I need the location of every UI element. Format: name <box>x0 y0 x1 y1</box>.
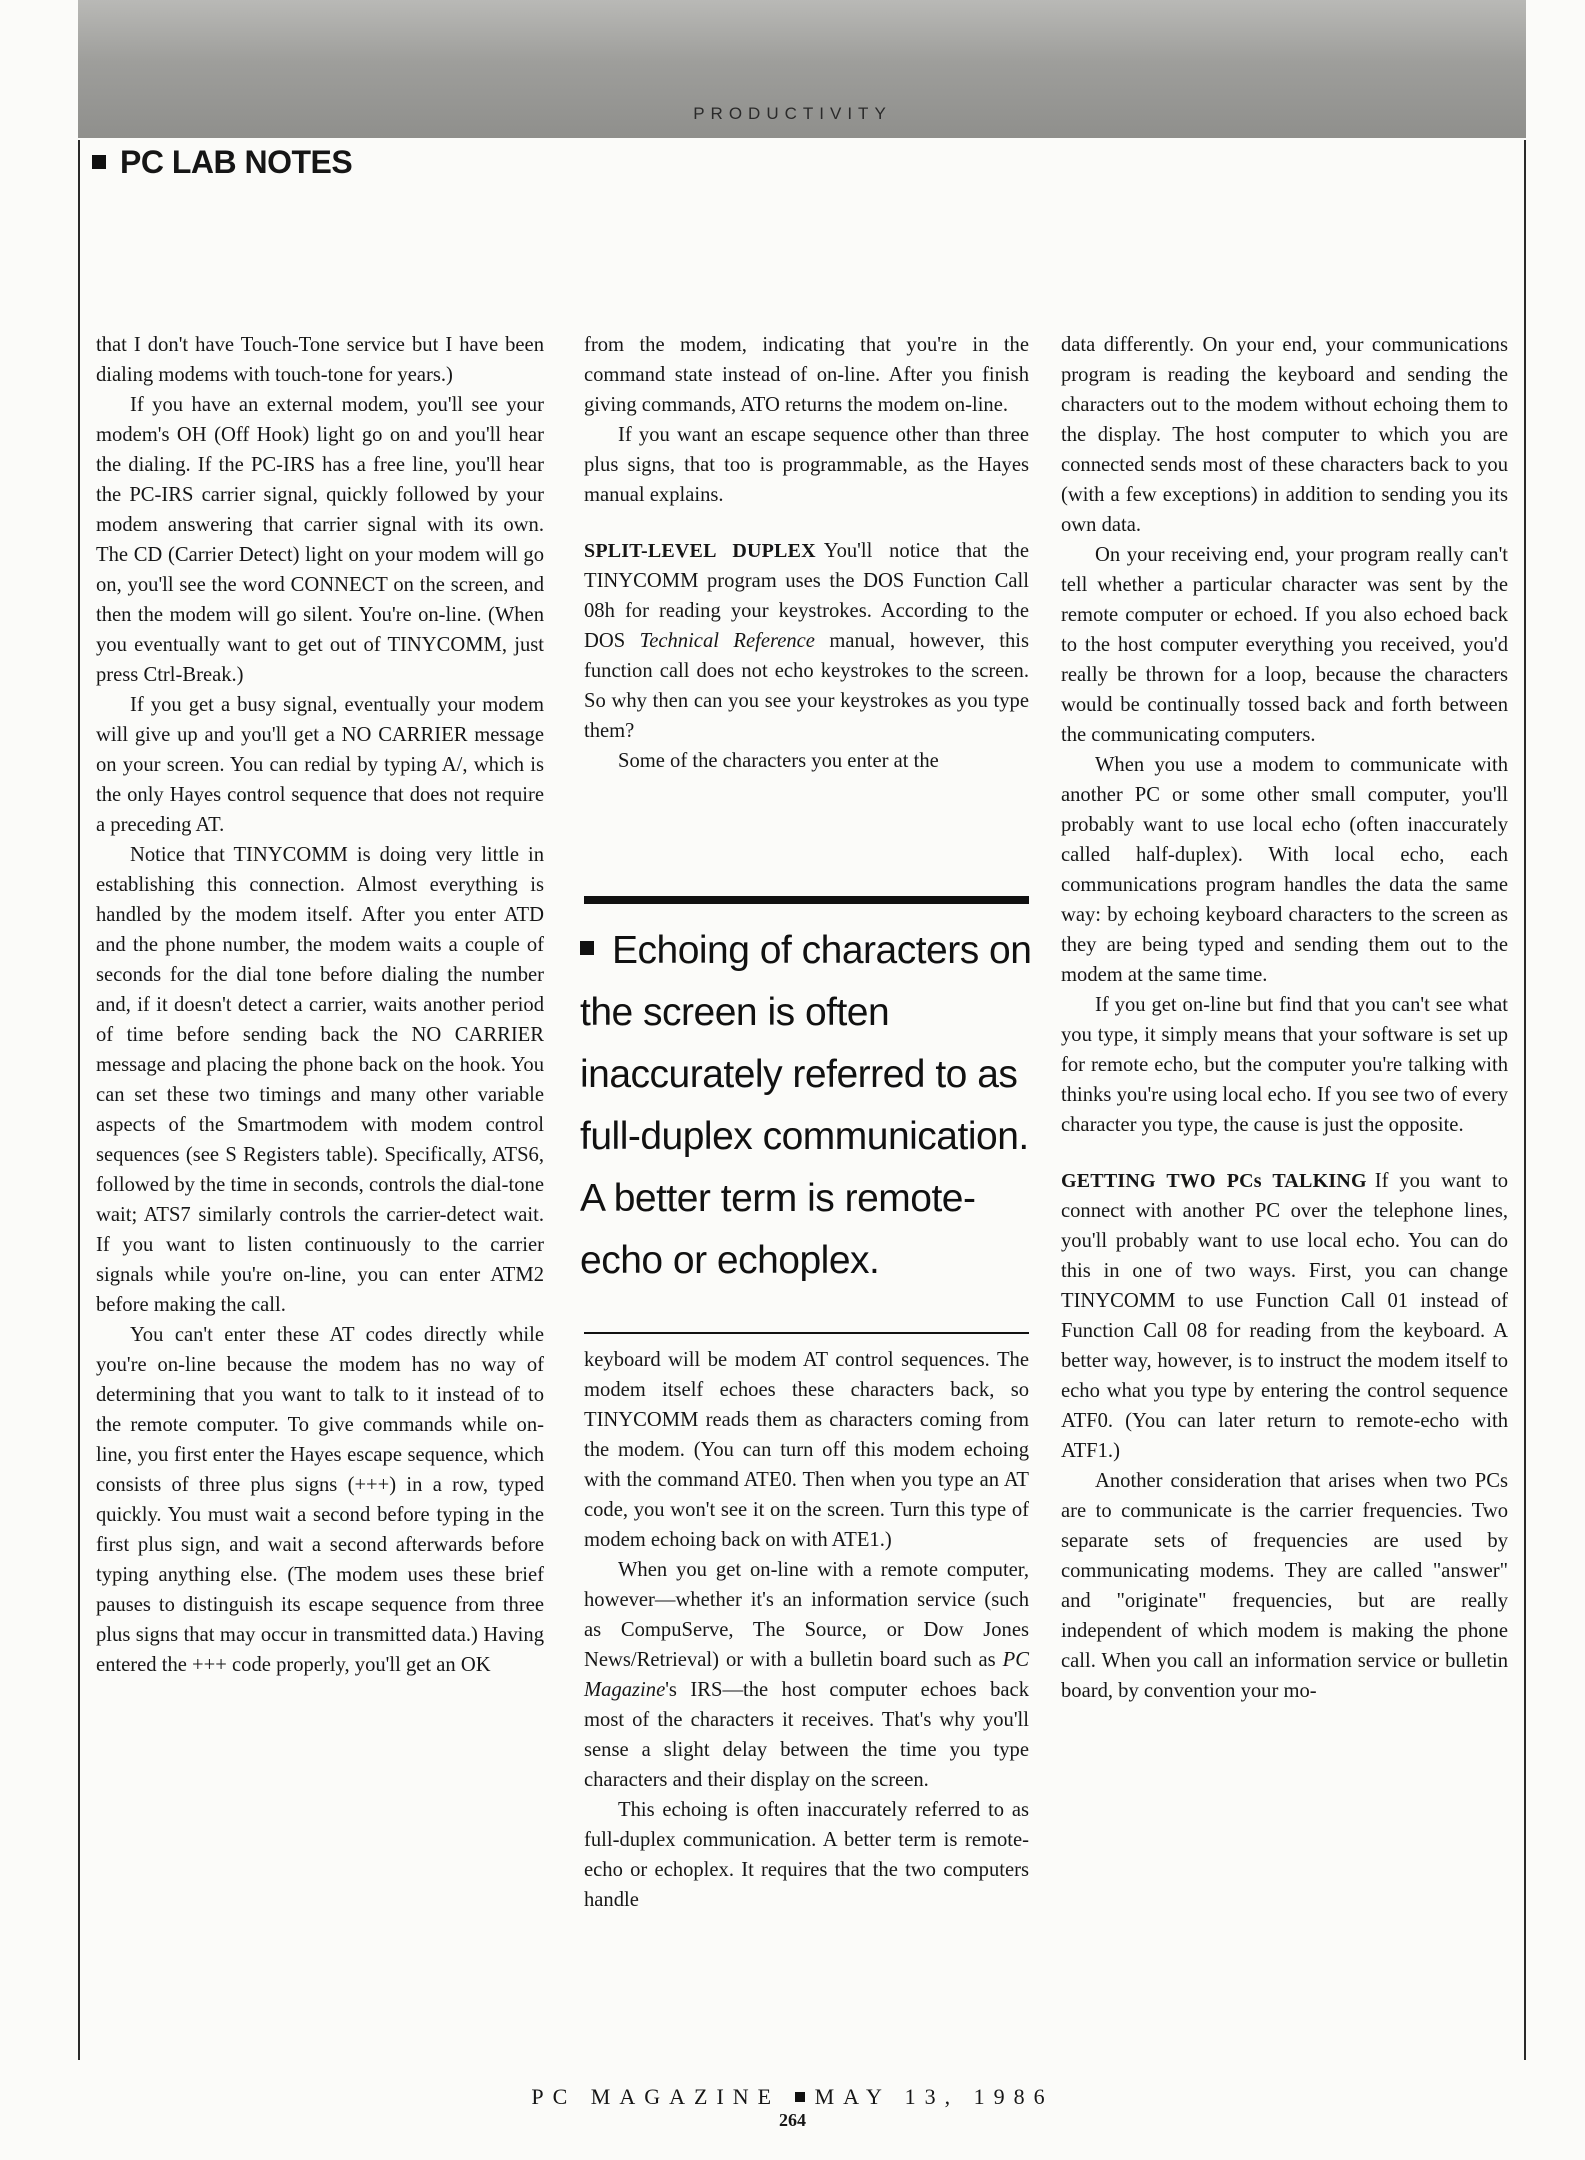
page-footer <box>0 2084 1585 2110</box>
left-border-rule <box>78 140 80 2060</box>
paragraph: This echoing is often inaccurately referred to as full-duplex communication. A better term is remote-echo or echoplex. It requires that the two computers handle <box>584 1799 1029 1911</box>
paragraph: that I don't have Touch-Tone service but I have been dialing modems with touch-tone for years.) <box>96 334 544 386</box>
footer-magazine: PC MAGAZINE <box>531 2084 781 2109</box>
pull-quote-text: Echoing of characters on the screen is often inaccurately referred to as full-duplex communication. A better term is remote-echo or echoplex. <box>580 929 1032 1282</box>
paragraph: If you have an external modem, you'll see your modem's OH (Off Hook) light go on and you'll hear the dialing. If the PC-IRS has a free line, you'll hear the PC-IRS carrier signal, quickly followed by your modem answering that carrier signal with its own. The CD (Carrier Detect) light on your modem will go on, you'll see the word CONNECT on the screen, and then the modem will go silent. You're on-line. (When you eventually want to get out of TINYCOMM, just press Ctrl-Break.) <box>96 394 544 686</box>
text-span: When you get on-line with a remote computer, however—whether it's an information service (such as CompuServe, The Source, or Dow Jones News/Retrieval) or with a bulletin board such as <box>584 1559 1029 1671</box>
article-column-1 <box>96 330 544 1680</box>
italic-title: PC Magazine <box>584 1649 1029 1701</box>
square-bullet-icon <box>795 2092 805 2102</box>
column-header <box>92 144 352 181</box>
paragraph: Another consideration that arises when two PCs are to communicate is the carrier frequencies. Two separate sets of frequencies are used by communicating modems. They are called "answer" and "originate" frequencies, but are really independent of which modem is making the phone call. When you call an information service or bulletin board, by convention your mo- <box>1061 1470 1508 1702</box>
right-border-rule <box>1524 140 1526 2060</box>
article-column-2-bottom <box>584 1345 1029 1915</box>
paragraph: You can't enter these AT codes directly while you're on-line because the modem has no way of determining that you want to talk to it instead of to the remote computer. To give commands while on-line, you first enter the Hayes escape sequence, which consists of three plus signs (+++) in a row, typed quickly. You must wait a second before typing in the first plus sign, and wait a second afterwards before typing anything else. (The modem uses these brief pauses to distinguish its escape sequence from three plus signs that may occur in transmitted data.) Having entered the +++ code properly, you'll get an OK <box>96 1324 544 1676</box>
text-span: You'll notice that the TINYCOMM program uses the DOS Function Call 08h for reading your keystrokes. According to the DOS <box>584 540 1029 652</box>
paragraph: When you use a modem to communicate with another PC or some other small computer, you'll probably want to use local echo (often inaccurately called half-duplex). With local echo, each communications program handles the data the same way: by echoing keyboard characters to the screen as they are being typed and sending them out to the modem at the same time. <box>1061 754 1508 986</box>
paragraph: On your receiving end, your program really can't tell whether a particular character was sent by the remote computer or echoed. If you also echoed back to the host computer everything you received, you'd really be thrown for a loop, because the characters would be continually tossed back and forth between the communicating computers. <box>1061 544 1508 746</box>
text-span: manual, however, this function call does not echo keystrokes to the screen. So why then can you see your keystrokes as you type them? <box>584 630 1029 742</box>
paragraph: If you get a busy signal, eventually your modem will give up and you'll get a NO CARRIER message on your screen. You can redial by typing A/, which is the only Hayes control sequence that does not require a preceding AT. <box>96 694 544 836</box>
paragraph: Notice that TINYCOMM is doing very little in establishing this connection. Almost everything is handled by the modem itself. After you enter ATD and the phone number, the modem waits a couple of seconds for the dial tone before dialing the number and, if it doesn't detect a carrier, waits another period of time before sending back the NO CARRIER message and placing the phone back on the hook. You can set these two timings and many other variable aspects of the Smartmodem with modem control sequences (see S Registers table). Specifically, ATS6, followed by the time in seconds, controls the dial-tone wait; ATS7 similarly controls the carrier-detect wait. If you want to listen continuously to the carrier signals while you're on-line, you can enter ATM2 before making the call. <box>96 844 544 1316</box>
footer-date: MAY 13, 1986 <box>814 2084 1054 2109</box>
paragraph: Some of the characters you enter at the <box>618 750 939 772</box>
header-title: PC LAB NOTES <box>120 144 353 180</box>
article-column-3 <box>1061 330 1508 1706</box>
paragraph: keyboard will be modem AT control sequences. The modem itself echoes these characters back, so TINYCOMM reads them as characters coming from the modem. (You can turn off this modem echoing with the command ATE0. Then when you type an AT code, you won't see it on the screen. Turn this type of modem echoing back on with ATE1.) <box>584 1349 1029 1551</box>
pull-quote-bottom-rule <box>584 1332 1029 1334</box>
paragraph-getting-two-pcs <box>1061 1166 1508 1466</box>
pull-quote-top-rule <box>584 896 1029 904</box>
article-column-2-top <box>584 330 1029 776</box>
square-bullet-icon <box>92 155 106 169</box>
section-label: PRODUCTIVITY <box>693 104 892 123</box>
paragraph: from the modem, indicating that you're in the command state instead of on-line. After you finish giving commands, ATO returns the modem on-line. <box>584 334 1029 416</box>
italic-title: Technical Reference <box>639 630 815 652</box>
page-number: 264 <box>779 2110 806 2130</box>
subhead-split-level: SPLIT-LEVEL DUPLEX <box>584 540 816 562</box>
text-span: 's IRS—the host computer echoes back most of the characters it receives. That's why you'll sense a slight delay between the time you type characters and their display on the screen. <box>584 1679 1029 1791</box>
pull-quote <box>580 920 1032 1292</box>
square-bullet-icon <box>580 941 594 955</box>
paragraph <box>584 1555 1029 1795</box>
paragraph-split-level <box>584 536 1029 746</box>
paragraph: If you want an escape sequence other than three plus signs, that too is programmable, as the Hayes manual explains. <box>584 424 1029 506</box>
paragraph: data differently. On your end, your communications program is reading the keyboard and sending the characters out to the modem without echoing them to the display. The host computer to which you are connected sends most of these characters back to you (with a few exceptions) in addition to sending you its own data. <box>1061 334 1508 536</box>
paragraph: If you get on-line but find that you can't see what you type, it simply means that your software is set up for remote echo, but the computer you're talking with thinks you're using local echo. If you see two of every character you type, the cause is just the opposite. <box>1061 994 1508 1136</box>
text-span: If you want to connect with another PC over the telephone lines, you'll probably want to use local echo. You can do this in one of two ways. First, you can change TINYCOMM to use Function Call 01 instead of Function Call 08 for reading from the keyboard. A better way, however, is to instruct the modem itself to echo what you type by entering the control sequence ATF0. (You can later return to remote-echo with ATF1.) <box>1061 1170 1508 1462</box>
subhead-getting-two-pcs: GETTING TWO PCs TALKING <box>1061 1170 1367 1192</box>
